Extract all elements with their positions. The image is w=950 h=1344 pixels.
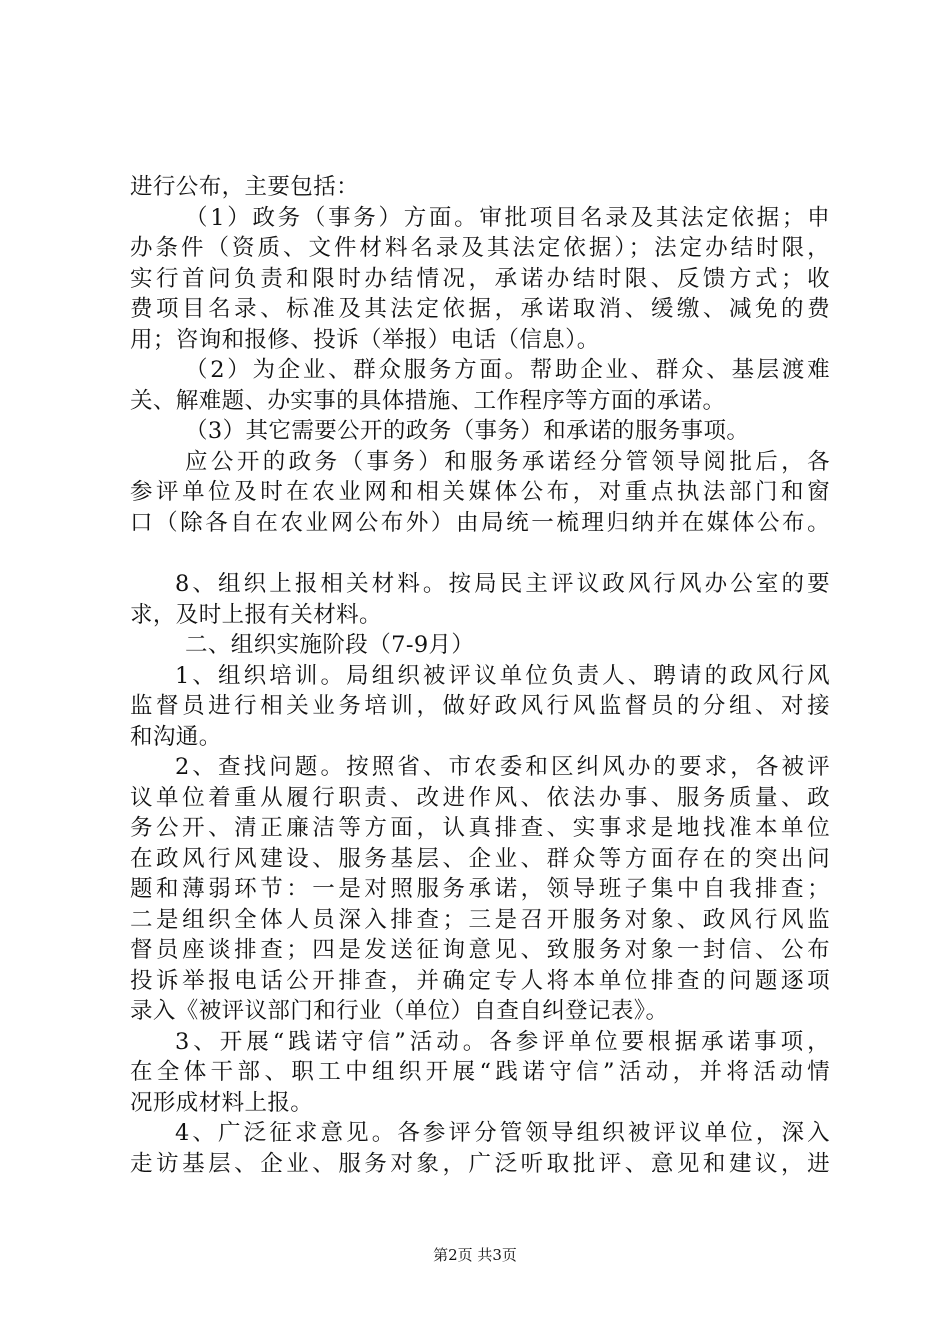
text-line: 在政风行风建设、服务基层、企业、群众等方面存在的突出问 [130,845,830,872]
text-line: 议单位着重从履行职责、改进作风、依法办事、服务质量、政 [130,784,830,811]
text-line: （2）为企业、群众服务方面。帮助企业、群众、基层渡难 [185,357,830,383]
text-line: 用；咨询和报修、投诉（举报）电话（信息）。 [130,326,600,353]
text-line: 费项目名录、标准及其法定依据，承诺取消、缓缴、减免的费 [130,296,830,322]
text-line: （1）政务（事务）方面。审批项目名录及其法定依据；申 [185,204,830,231]
text-line: 实行首问负责和限时办结情况，承诺办结时限、反馈方式；收 [130,265,830,292]
text-line: 投诉举报电话公开排查，并确定专人将本单位排查的问题逐项 [130,967,830,994]
text-line: 走访基层、企业、服务对象，广泛听取批评、意见和建议，进 [130,1150,830,1177]
text-line: 参评单位及时在农业网和相关媒体公布，对重点执法部门和窗 [130,479,830,505]
text-line: 4、广泛征求意见。各参评分管领导组织被评议单位，深入 [175,1120,830,1146]
text-line: 1、组织培训。局组织被评议单位负责人、聘请的政风行风 [175,662,830,689]
text-line: （3）其它需要公开的政务（事务）和承诺的服务事项。 [185,418,750,444]
text-line: 进行公布，主要包括： [130,174,360,200]
paragraph-gap [130,538,830,569]
page-number-footer: 第2页 共3页 [433,1246,517,1264]
text-line: 务公开、清正廉洁等方面，认真排查、实事求是地找准本单位 [130,815,830,841]
section-heading: 二、组织实施阶段（7-9月） [185,632,475,658]
text-line: 督员座谈排查；四是发送征询意见、致服务对象一封信、公布 [130,937,830,963]
text-line: 8、组织上报相关材料。按局民主评议政风行风办公室的要 [175,571,830,597]
text-line: 求，及时上报有关材料。 [130,601,382,628]
text-line: 录入《被评议部门和行业（单位）自查自纠登记表》。 [130,998,669,1024]
text-line: 二是组织全体人员深入排查；三是召开服务对象、政风行风监 [130,906,830,933]
text-line: 况形成材料上报。 [130,1089,314,1116]
text-line: 和沟通。 [130,723,222,750]
text-line: 办条件（资质、文件材料名录及其法定依据）；法定办结时限， [130,235,830,261]
text-line: 2、查找问题。按照省、市农委和区纠风办的要求，各被评 [175,754,830,780]
text-line: 应公开的政务（事务）和服务承诺经分管领导阅批后，各 [185,448,830,475]
document-body [130,172,830,1179]
text-line: 关、解难题、办实事的具体措施、工作程序等方面的承诺。 [130,387,726,414]
text-line: 3、开展“践诺守信”活动。各参评单位要根据承诺事项， [175,1028,830,1055]
text-line: 题和薄弱环节：一是对照服务承诺，领导班子集中自我排查； [130,876,830,902]
text-line: 监督员进行相关业务培训，做好政风行风监督员的分组、对接 [130,693,830,719]
text-line: 在全体干部、职工中组织开展“践诺守信”活动，并将活动情 [130,1059,830,1085]
text-line: 口（除各自在农业网公布外）由局统一梳理归纳并在媒体公布。 [130,509,830,536]
